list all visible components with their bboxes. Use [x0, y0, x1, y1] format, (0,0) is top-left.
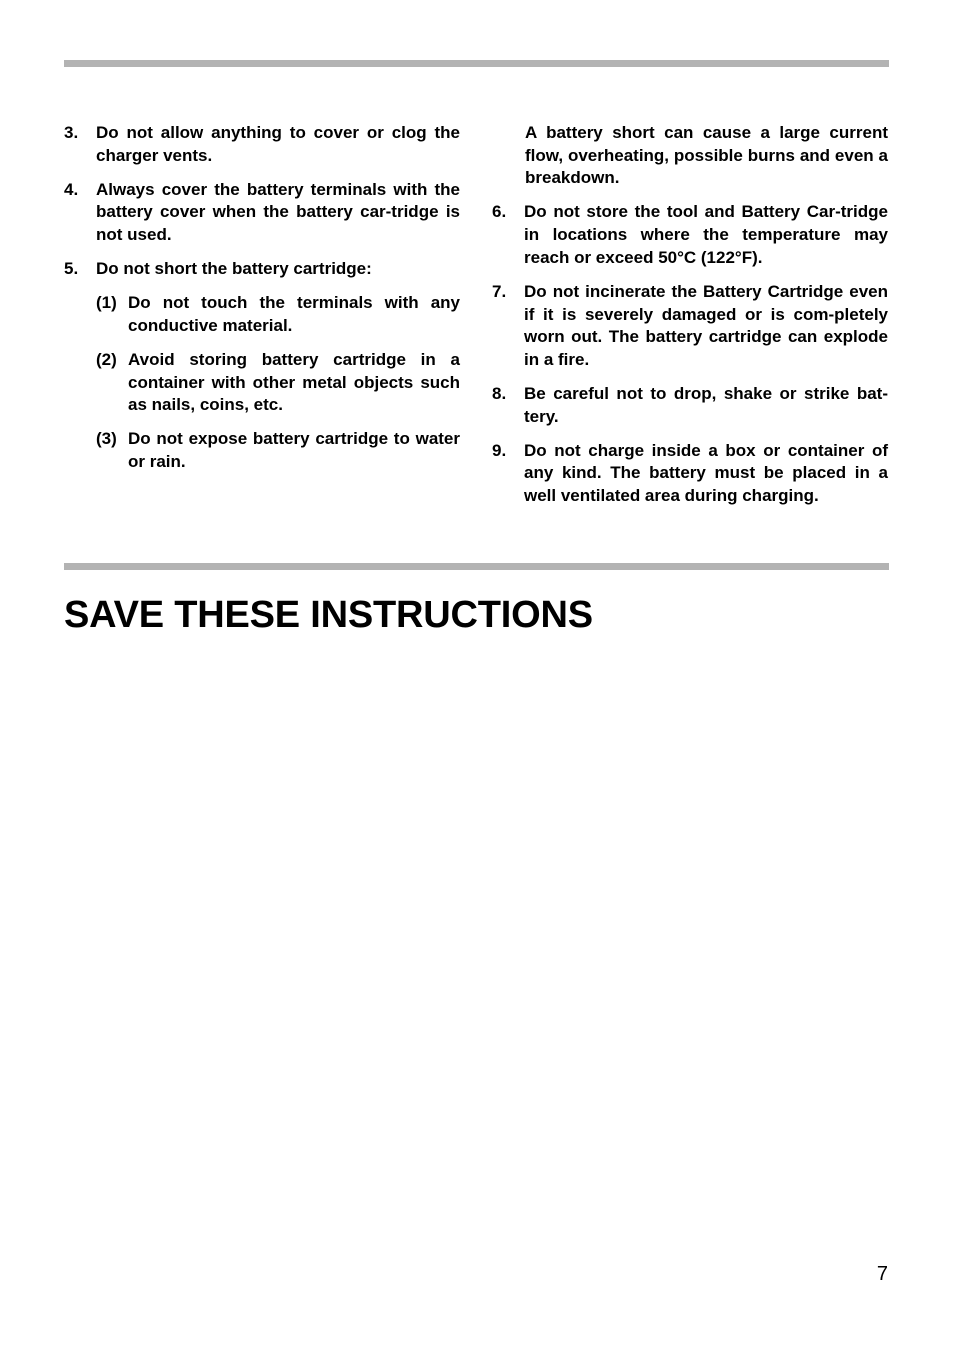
right-column: [492, 122, 888, 519]
sub-list: [96, 292, 460, 474]
list-item: [492, 281, 888, 372]
list-item: [492, 383, 888, 428]
sub-item-text: Do not expose battery cartridge to water or rain.: [128, 429, 460, 471]
item-number: 7.: [492, 281, 507, 301]
section-divider: [64, 563, 889, 570]
top-divider: [64, 60, 889, 67]
list-item: [64, 258, 460, 281]
item-number: 3.: [64, 123, 79, 142]
sub-item-text: Avoid storing battery cartridge in a container with other metal objects such as nails, coins, etc.: [128, 349, 460, 415]
left-column: [64, 122, 460, 485]
sub-list-item: [96, 428, 460, 473]
item-text: Do not store the tool and Battery Car-tridge in locations where the temperature may reach or exceed 50°C (122°F).: [524, 202, 888, 267]
list-item: [64, 179, 460, 247]
list-item: [492, 201, 888, 269]
continuation-text: A battery short can cause a large current flow, overheating, possible burns and even a breakdown.: [525, 123, 888, 188]
item-number: 5.: [64, 259, 79, 279]
item-number: 6.: [492, 202, 507, 222]
sub-item-number: (1): [96, 293, 117, 313]
item-text: Do not allow anything to cover or clog the charger vents.: [96, 123, 460, 165]
sub-list-item: [96, 349, 460, 417]
item-text: Do not short the battery cartridge:: [96, 259, 372, 279]
list-item: [492, 440, 888, 508]
item-text: Do not incinerate the Battery Cartridge even if it is severely damaged or is com-pletely worn out. The battery cartridge can explode in a fire.: [524, 281, 888, 369]
page-number: 7: [876, 1263, 888, 1285]
item-text: Always cover the battery terminals with the battery cover when the battery car-tridge is not used.: [96, 179, 460, 245]
sub-item-number: (3): [96, 429, 117, 449]
item-number: 8.: [492, 383, 507, 403]
item-number: 4.: [64, 179, 79, 199]
item-number: 9.: [492, 440, 507, 460]
sub-item-text: Do not touch the terminals with any conductive material.: [128, 293, 460, 335]
list-item: [64, 122, 460, 167]
page-heading: SAVE THESE INSTRUCTIONS: [64, 594, 593, 636]
sub-item-number: (2): [96, 349, 117, 369]
item-text: Do not charge inside a box or container of any kind. The battery must be placed in a well ventilated area during charging.: [524, 440, 888, 506]
item-text: Be careful not to drop, shake or strike bat-tery.: [524, 383, 888, 426]
sub-list-item: [96, 292, 460, 337]
